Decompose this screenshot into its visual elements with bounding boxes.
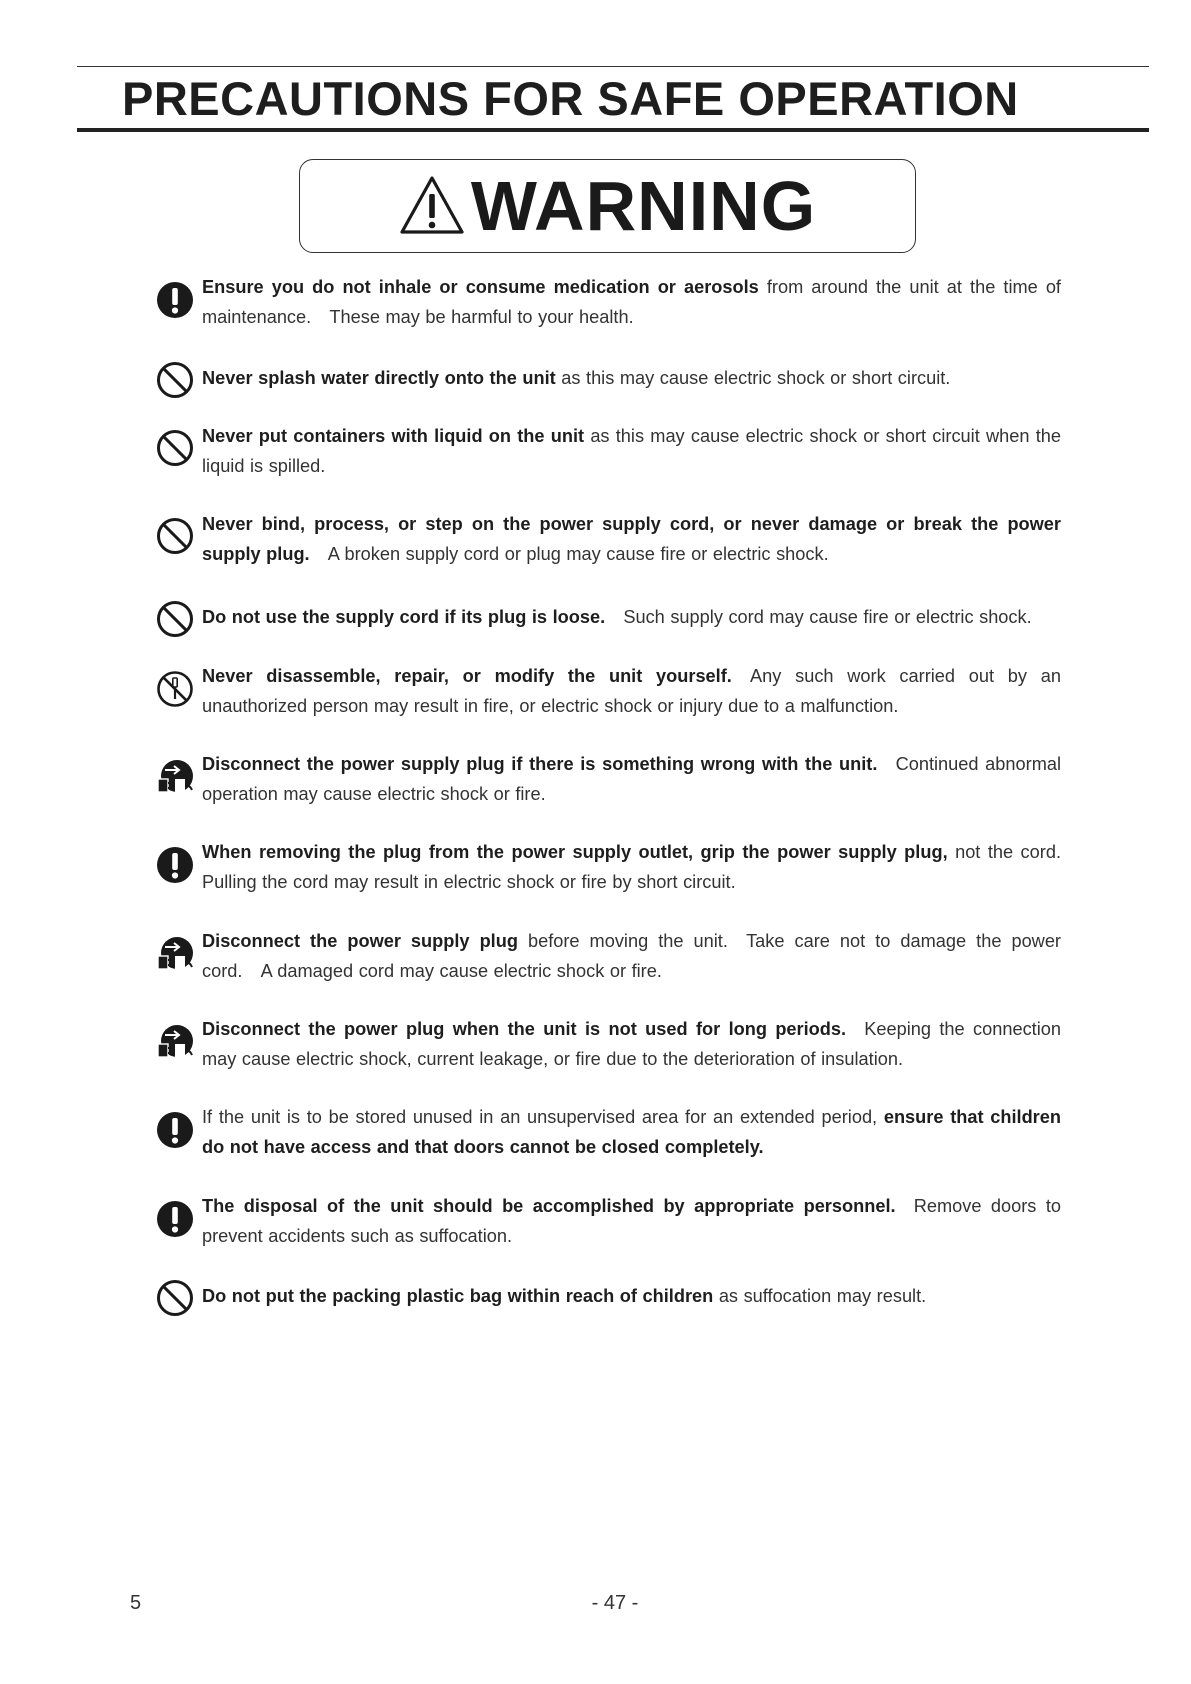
prohibition-icon	[156, 1279, 194, 1317]
precaution-emphasis: ensure that children do not have access and that doors cannot be closed completely.	[202, 1107, 1061, 1157]
precaution-text	[202, 603, 1061, 633]
warning-label: WARNING	[470, 167, 817, 245]
mandatory-icon	[156, 1200, 194, 1238]
prohibition-icon	[156, 361, 194, 399]
mandatory-icon	[156, 846, 194, 884]
unplug-icon	[156, 935, 194, 973]
prohibition-icon	[156, 600, 194, 638]
precaution-text	[202, 927, 1061, 986]
precaution-detail: from around the unit at the time of maintenance. These may be harmful to your health.	[202, 277, 1061, 327]
mandatory-icon	[156, 281, 194, 319]
precaution-detail: not the cord. Pulling the cord may result in electric shock or fire by short circuit.	[202, 842, 1061, 892]
page-title: PRECAUTIONS FOR SAFE OPERATION	[122, 72, 1019, 125]
precaution-emphasis: Never put containers with liquid on the unit	[202, 426, 585, 446]
precaution-detail: Remove doors to prevent accidents such as suffocation.	[202, 1196, 1061, 1246]
precaution-text	[202, 838, 1061, 897]
precaution-emphasis: Disconnect the power supply plug if there is something wrong with the unit.	[202, 754, 878, 774]
mandatory-icon	[156, 1111, 194, 1149]
header-top-rule	[77, 66, 1149, 67]
precaution-emphasis: Disconnect the power plug when the unit is not used for long periods.	[202, 1019, 847, 1039]
precaution-emphasis: Never disassemble, repair, or modify the unit yourself.	[202, 666, 732, 686]
precaution-item	[156, 1282, 1061, 1312]
precaution-item	[156, 510, 1061, 569]
precaution-text	[202, 422, 1061, 481]
precaution-detail: as this may cause electric shock or short circuit when the liquid is spilled.	[202, 426, 1061, 476]
precaution-emphasis: Do not put the packing plastic bag within reach of children	[202, 1286, 714, 1306]
precaution-text	[202, 510, 1061, 569]
precaution-intro: If the unit is to be stored unused in an unsupervised area for an extended period,	[202, 1107, 884, 1127]
precaution-text	[202, 1282, 1061, 1312]
precaution-emphasis: Never splash water directly onto the unit	[202, 368, 556, 388]
unplug-icon	[156, 758, 194, 796]
prohibition-icon	[156, 517, 194, 555]
warning-banner	[299, 159, 916, 253]
precaution-text	[202, 1103, 1061, 1162]
precaution-emphasis: Never bind, process, or step on the power supply cord, or never damage or break the power supply plug.	[202, 514, 1061, 564]
precaution-detail: as suffocation may result.	[713, 1286, 927, 1306]
precaution-item	[156, 662, 1061, 721]
precaution-item	[156, 273, 1061, 332]
precaution-detail: as this may cause electric shock or short circuit.	[555, 368, 951, 388]
warning-triangle-icon	[399, 174, 465, 236]
precaution-detail: Any such work carried out by an unauthorized person may result in fire, or electric shock or injury due to a malfunction.	[202, 666, 1061, 716]
precaution-emphasis: When removing the plug from the power supply outlet, grip the power supply plug,	[202, 842, 948, 862]
precaution-text	[202, 662, 1061, 721]
precaution-emphasis: Do not use the supply cord if its plug is loose.	[202, 607, 606, 627]
footer-section-number: 5	[130, 1592, 142, 1614]
precaution-item	[156, 603, 1061, 633]
precaution-emphasis: The disposal of the unit should be accomplished by appropriate personnel.	[202, 1196, 896, 1216]
precaution-item	[156, 838, 1061, 897]
header-bottom-rule	[77, 128, 1149, 132]
precaution-item	[156, 1103, 1061, 1162]
precaution-item	[156, 422, 1061, 481]
precaution-item	[156, 1015, 1061, 1074]
precaution-detail: Continued abnormal operation may cause electric shock or fire.	[202, 754, 1062, 804]
prohibition-icon	[156, 429, 194, 467]
page-number: - 47 -	[591, 1592, 639, 1614]
precaution-text	[202, 364, 1061, 394]
precaution-detail: A broken supply cord or plug may cause fire or electric shock.	[309, 543, 829, 564]
precaution-text	[202, 750, 1061, 809]
no-disassembly-icon	[156, 670, 194, 708]
precaution-item	[156, 1192, 1061, 1251]
precaution-emphasis: Disconnect the power supply plug	[202, 931, 518, 951]
precaution-emphasis: Ensure you do not inhale or consume medication or aerosols	[202, 277, 759, 297]
precaution-text	[202, 1192, 1061, 1251]
precaution-item	[156, 364, 1061, 394]
precaution-detail: Keeping the connection may cause electric shock, current leakage, or fire due to the deterioration of insulation.	[202, 1019, 1062, 1069]
precaution-item	[156, 927, 1061, 986]
precaution-item	[156, 750, 1061, 809]
precaution-text	[202, 273, 1061, 332]
precaution-text	[202, 1015, 1061, 1074]
precaution-detail: Such supply cord may cause fire or electric shock.	[605, 607, 1032, 627]
unplug-icon	[156, 1023, 194, 1061]
precaution-detail: before moving the unit. Take care not to damage the power cord. A damaged cord may cause electric shock or fire.	[202, 931, 1061, 981]
